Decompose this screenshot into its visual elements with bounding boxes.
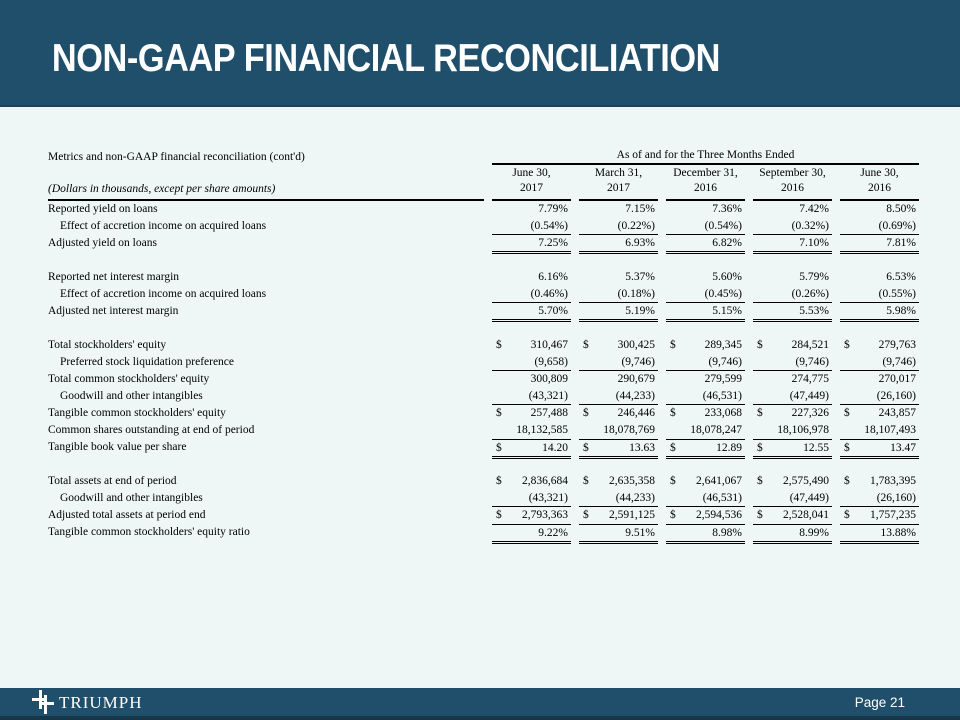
cell-value: 2,575,490 xyxy=(783,475,829,487)
table-cell: (26,160) xyxy=(840,490,919,507)
table-cell: 300,809 xyxy=(530,373,568,385)
table-cell: (9,746) xyxy=(579,354,658,371)
cell-value: 310,467 xyxy=(530,339,568,351)
table-cell: 8.50% xyxy=(886,203,916,215)
row-label: Adjusted yield on loans xyxy=(48,237,157,249)
table-row xyxy=(48,235,920,252)
table-cell xyxy=(753,337,832,354)
cell-value: 1,783,395 xyxy=(870,475,916,487)
table-row xyxy=(48,218,920,235)
table-row xyxy=(48,422,920,439)
cell-value: 2,591,125 xyxy=(609,509,655,521)
table-cell: 9.22% xyxy=(492,524,571,542)
cell-value: 12.89 xyxy=(716,442,742,454)
dollar-sign: $ xyxy=(583,442,589,454)
table-cell: 5.19% xyxy=(579,303,658,320)
cell-value: 233,068 xyxy=(704,407,742,419)
table-header-row-1 xyxy=(48,148,920,165)
table-header-row-2 xyxy=(48,166,920,201)
cell-value: 2,641,067 xyxy=(696,475,742,487)
dollar-sign: $ xyxy=(757,475,763,487)
table-cell: 6.93% xyxy=(579,235,658,252)
table-cell xyxy=(840,507,919,524)
period-span-header: As of and for the Three Months Ended xyxy=(492,148,919,165)
cell-value: 289,345 xyxy=(704,339,742,351)
table-cell: 274,775 xyxy=(791,373,829,385)
cell-value: 279,763 xyxy=(878,339,916,351)
table-cell: 13.88% xyxy=(840,524,919,542)
dollar-sign: $ xyxy=(757,509,763,521)
table-cell xyxy=(666,337,745,354)
table-cell xyxy=(753,473,832,490)
row-label: Effect of accretion income on acquired loans xyxy=(60,220,267,232)
table-cell: 5.70% xyxy=(492,303,571,320)
table-row xyxy=(48,286,920,303)
table-cell xyxy=(492,337,571,354)
row-label: Total stockholders' equity xyxy=(48,339,167,351)
table-cell: (9,746) xyxy=(666,354,745,371)
cell-value: 2,635,358 xyxy=(609,475,655,487)
table-cell: (46,531) xyxy=(666,388,745,405)
dollar-sign: $ xyxy=(670,442,676,454)
dollar-sign: $ xyxy=(583,339,589,351)
table-cell: (0.45%) xyxy=(666,286,745,303)
table-cell: 18,078,769 xyxy=(603,424,655,436)
cell-value: 1,757,235 xyxy=(870,509,916,521)
cell-value: 246,446 xyxy=(617,407,655,419)
table-cell xyxy=(579,473,658,490)
table-cell xyxy=(579,507,658,524)
dollar-sign: $ xyxy=(670,407,676,419)
table-row xyxy=(48,439,920,456)
cell-value: 227,326 xyxy=(791,407,829,419)
table-cell: 18,106,978 xyxy=(777,424,829,436)
table-cell: (9,746) xyxy=(840,354,919,371)
slide-footer xyxy=(0,688,960,720)
row-label: Total assets at end of period xyxy=(48,475,177,487)
table-row xyxy=(48,524,920,541)
table-cell: 9.51% xyxy=(579,524,658,542)
units-note: (Dollars in thousands, except per share amounts) xyxy=(48,182,484,201)
table-cell: (43,321) xyxy=(492,388,571,405)
table-cell xyxy=(492,473,571,490)
table-cell: 290,679 xyxy=(617,373,655,385)
dollar-sign: $ xyxy=(670,509,676,521)
dollar-sign: $ xyxy=(670,339,676,351)
dollar-sign: $ xyxy=(844,407,850,419)
cell-value: 284,521 xyxy=(791,339,829,351)
dollar-sign: $ xyxy=(496,475,502,487)
table-cell xyxy=(492,439,571,457)
dollar-sign: $ xyxy=(757,442,763,454)
table-cell: 7.10% xyxy=(753,235,832,252)
dollar-sign: $ xyxy=(757,407,763,419)
row-label: Tangible common stockholders' equity xyxy=(48,407,226,419)
table-cell xyxy=(840,405,919,422)
column-header: December 31, 2016 xyxy=(666,166,745,201)
column-header: June 30, 2017 xyxy=(492,166,571,201)
table-cell: 5.98% xyxy=(840,303,919,320)
table-cell xyxy=(753,405,832,422)
table-cell xyxy=(840,337,919,354)
table-cell: 8.98% xyxy=(666,524,745,542)
table-cell: (0.46%) xyxy=(492,286,571,303)
brand-logo xyxy=(32,690,143,714)
table-cell: (47,449) xyxy=(753,490,832,507)
table-cell: 8.99% xyxy=(753,524,832,542)
dollar-sign: $ xyxy=(583,475,589,487)
table-row xyxy=(48,490,920,507)
table-cell: 7.42% xyxy=(799,203,829,215)
dollar-sign: $ xyxy=(496,339,502,351)
table-cell: (0.55%) xyxy=(840,286,919,303)
table-cell: 5.53% xyxy=(753,303,832,320)
table-cell: 6.82% xyxy=(666,235,745,252)
row-label: Adjusted total assets at period end xyxy=(48,509,206,521)
dollar-sign: $ xyxy=(583,509,589,521)
page-number: Page 21 xyxy=(854,694,905,710)
cell-value: 300,425 xyxy=(617,339,655,351)
dollar-sign: $ xyxy=(496,407,502,419)
row-label: Reported yield on loans xyxy=(48,203,158,215)
table-cell xyxy=(840,439,919,457)
table-cell: (44,233) xyxy=(579,490,658,507)
table-cell: 5.37% xyxy=(625,271,655,283)
table-cell xyxy=(666,473,745,490)
table-cell xyxy=(492,405,571,422)
table-row xyxy=(48,507,920,524)
table-cell xyxy=(753,507,832,524)
table-cell xyxy=(840,473,919,490)
cell-value: 12.55 xyxy=(803,442,829,454)
cell-value: 2,836,684 xyxy=(522,475,568,487)
table-cell: 279,599 xyxy=(704,373,742,385)
column-header: September 30, 2016 xyxy=(753,166,832,201)
triumph-cross-icon xyxy=(32,690,54,714)
row-label: Effect of accretion income on acquired loans xyxy=(60,288,267,300)
table-cell: 270,017 xyxy=(878,373,916,385)
table-cell: (9,746) xyxy=(753,354,832,371)
table-cell xyxy=(666,439,745,457)
cell-value: 2,594,536 xyxy=(696,509,742,521)
table-cell: 5.79% xyxy=(799,271,829,283)
cell-value: 13.63 xyxy=(629,442,655,454)
table-row xyxy=(48,388,920,405)
table-cell: 5.15% xyxy=(666,303,745,320)
cell-value: 2,528,041 xyxy=(783,509,829,521)
table-cell: 18,078,247 xyxy=(690,424,742,436)
row-label: Goodwill and other intangibles xyxy=(60,492,203,504)
table-cell: 7.15% xyxy=(625,203,655,215)
dollar-sign: $ xyxy=(583,407,589,419)
table-cell: 18,107,493 xyxy=(864,424,916,436)
table-row xyxy=(48,269,920,286)
table-row xyxy=(48,303,920,320)
cell-value: 243,857 xyxy=(878,407,916,419)
table-rows xyxy=(48,201,920,541)
table-cell xyxy=(666,507,745,524)
row-label: Reported net interest margin xyxy=(48,271,180,283)
table-cell: (0.26%) xyxy=(753,286,832,303)
dollar-sign: $ xyxy=(844,509,850,521)
row-label: Tangible common stockholders' equity ratio xyxy=(48,526,250,538)
table-cell xyxy=(579,337,658,354)
dollar-sign: $ xyxy=(757,339,763,351)
table-row xyxy=(48,337,920,354)
table-cell xyxy=(579,405,658,422)
table-cell: (26,160) xyxy=(840,388,919,405)
table-cell: (0.22%) xyxy=(579,218,658,235)
table-cell: 5.60% xyxy=(712,271,742,283)
table-cell: (43,321) xyxy=(492,490,571,507)
row-label: Common shares outstanding at end of period xyxy=(48,424,255,436)
row-label: Goodwill and other intangibles xyxy=(60,390,203,402)
table-caption: Metrics and non-GAAP financial reconciliation (cont'd) xyxy=(48,150,305,163)
table-row xyxy=(48,354,920,371)
table-cell: (0.18%) xyxy=(579,286,658,303)
row-label: Adjusted net interest margin xyxy=(48,305,179,317)
table-cell xyxy=(492,507,571,524)
dollar-sign: $ xyxy=(844,475,850,487)
dollar-sign: $ xyxy=(496,442,502,454)
spacer-row xyxy=(48,252,920,269)
cell-value: 14.20 xyxy=(542,442,568,454)
cell-value: 13.47 xyxy=(890,442,916,454)
cell-value: 2,793,363 xyxy=(522,509,568,521)
table-cell: (9,658) xyxy=(492,354,571,371)
table-cell: 6.16% xyxy=(538,271,568,283)
dollar-sign: $ xyxy=(670,475,676,487)
table-cell: 6.53% xyxy=(886,271,916,283)
dollar-sign: $ xyxy=(844,339,850,351)
table-row xyxy=(48,371,920,388)
cell-value: 257,488 xyxy=(530,407,568,419)
financial-reconciliation-table xyxy=(48,148,920,541)
table-cell: (0.54%) xyxy=(666,218,745,235)
slide-title-bar xyxy=(0,0,960,107)
brand-name: TRIUMPH xyxy=(59,692,143,712)
table-cell: 18,132,585 xyxy=(516,424,568,436)
column-header: March 31, 2017 xyxy=(579,166,658,201)
table-cell: (0.54%) xyxy=(492,218,571,235)
table-cell: 7.36% xyxy=(712,203,742,215)
table-cell: (44,233) xyxy=(579,388,658,405)
table-cell: (46,531) xyxy=(666,490,745,507)
slide-title: NON-GAAP FINANCIAL RECONCILIATION xyxy=(51,36,720,80)
table-cell: 7.79% xyxy=(538,203,568,215)
row-label: Total common stockholders' equity xyxy=(48,373,210,385)
spacer-row xyxy=(48,320,920,337)
table-cell: (0.69%) xyxy=(840,218,919,235)
column-header: June 30, 2016 xyxy=(840,166,919,201)
dollar-sign: $ xyxy=(844,442,850,454)
table-cell: 7.81% xyxy=(840,235,919,252)
table-cell: (47,449) xyxy=(753,388,832,405)
table-cell xyxy=(753,439,832,457)
dollar-sign: $ xyxy=(496,509,502,521)
table-row xyxy=(48,473,920,490)
row-label: Tangible book value per share xyxy=(48,441,187,453)
table-row xyxy=(48,405,920,422)
table-cell: (0.32%) xyxy=(753,218,832,235)
table-cell xyxy=(579,439,658,457)
table-cell: 7.25% xyxy=(492,235,571,252)
row-label: Preferred stock liquidation preference xyxy=(60,356,235,368)
table-row xyxy=(48,201,920,218)
table-cell xyxy=(666,405,745,422)
